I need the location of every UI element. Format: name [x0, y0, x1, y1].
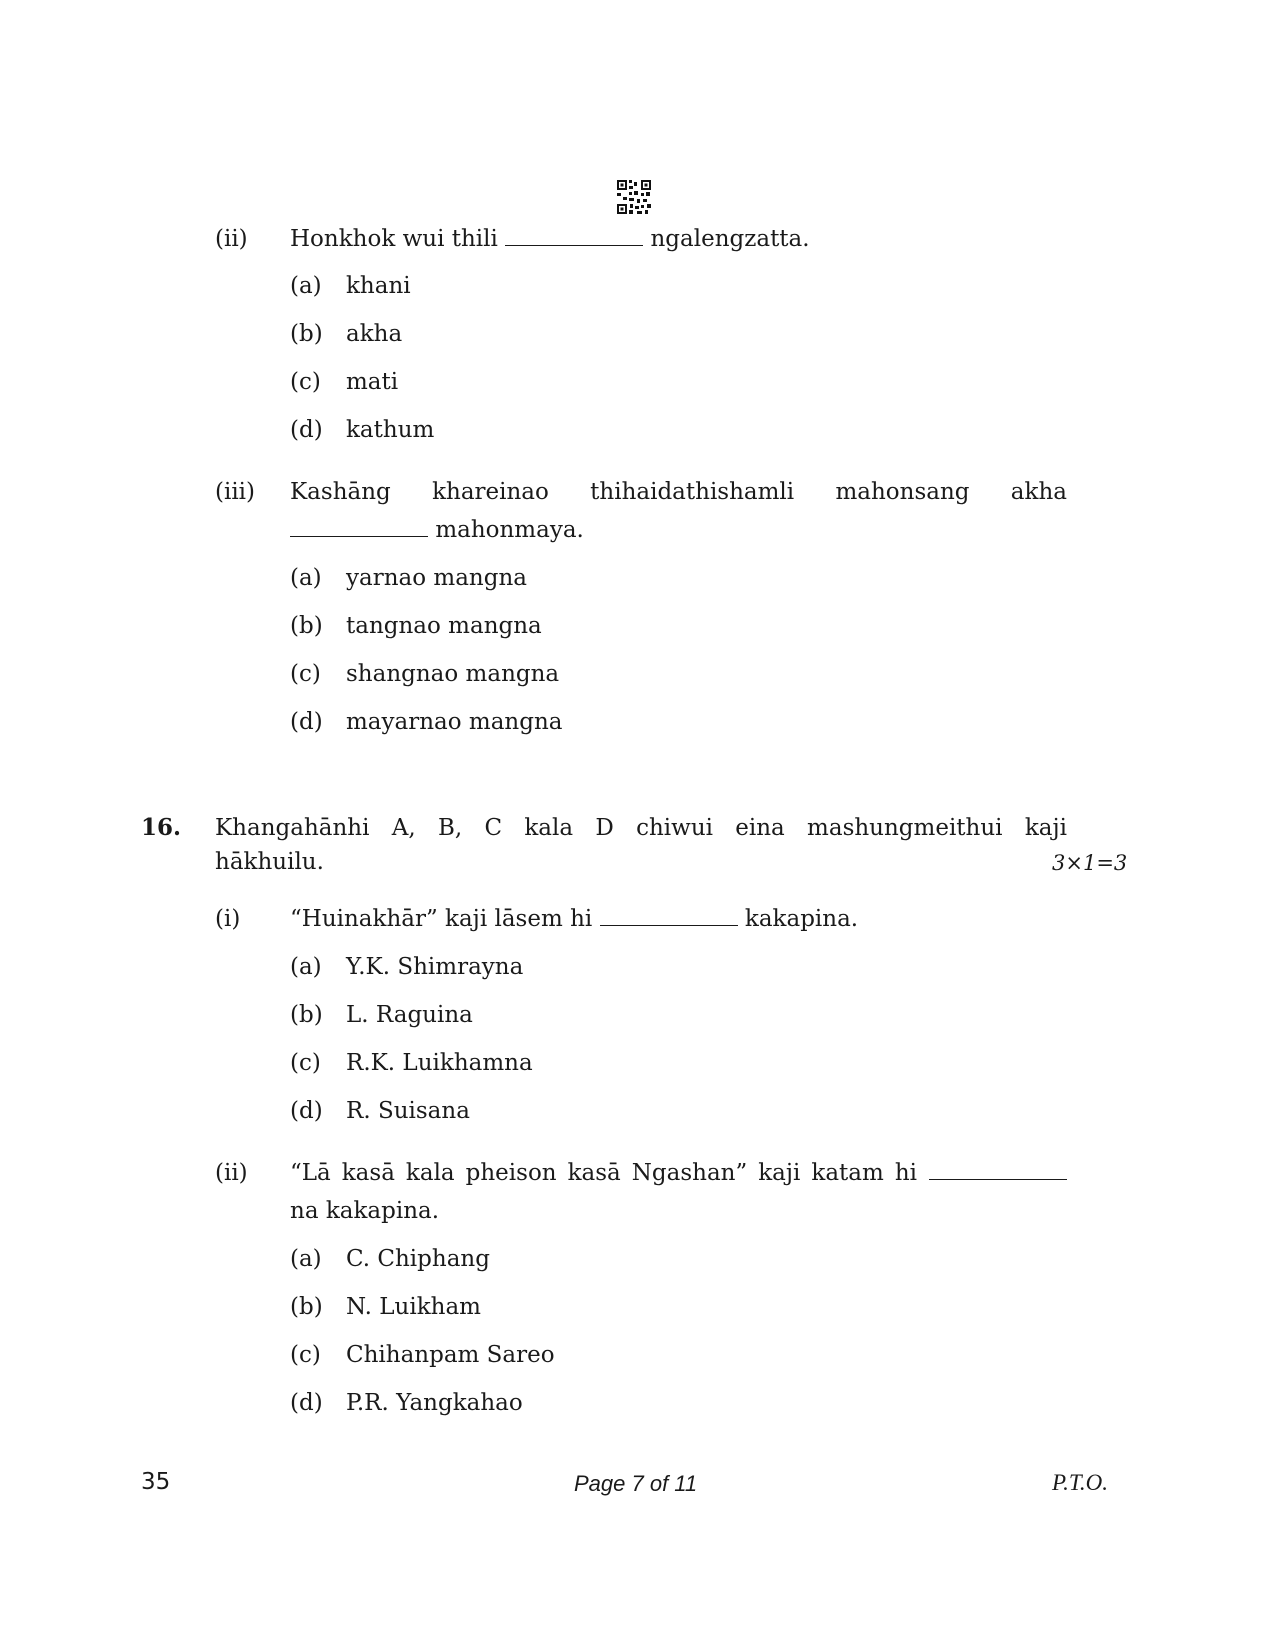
option-text: N. Luikham — [346, 1294, 481, 1320]
question-line-2: hākhuilu. — [215, 849, 324, 875]
question-text-before: “Huinakhār” kaji lāsem hi — [290, 906, 593, 932]
question-word: Khangahānhi — [215, 815, 370, 841]
option-text: R. Suisana — [346, 1098, 470, 1124]
question-word: kaji — [758, 1160, 801, 1186]
option-text: shangnao mangna — [346, 661, 560, 687]
question-word: eina — [735, 815, 785, 841]
question-word: D — [595, 815, 614, 841]
sub-question-line-1 — [290, 1158, 1067, 1188]
option-label: (c) — [290, 1050, 321, 1076]
answer-blank — [505, 227, 643, 246]
option-label: (d) — [290, 1098, 323, 1124]
option-label: (a) — [290, 954, 322, 980]
option-text: tangnao mangna — [346, 613, 542, 639]
question-word: A, — [391, 815, 416, 841]
question-number: 16. — [141, 814, 182, 841]
question-word: kasā — [341, 1160, 395, 1186]
option-label: (a) — [290, 565, 322, 591]
question-word: kaji — [1024, 815, 1067, 841]
question-word: mahonsang — [835, 479, 970, 505]
sub-question-text — [290, 904, 858, 934]
sub-question-number: (ii) — [215, 226, 248, 252]
question-word: chiwui — [636, 815, 713, 841]
option-label: (b) — [290, 1002, 323, 1028]
question-word: kala — [524, 815, 574, 841]
sub-question-number: (i) — [215, 906, 241, 932]
question-word: mashungmeithui — [807, 815, 1003, 841]
option-label: (a) — [290, 1246, 322, 1272]
question-word: pheison — [465, 1160, 557, 1186]
option-label: (c) — [290, 369, 321, 395]
question-word: Kashāng — [290, 479, 391, 505]
sub-question-line-2 — [290, 515, 584, 545]
option-text: Y.K. Shimrayna — [346, 954, 524, 980]
option-label: (b) — [290, 321, 323, 347]
option-text: R.K. Luikhamna — [346, 1050, 533, 1076]
option-text: P.R. Yangkahao — [346, 1390, 523, 1416]
option-text: L. Raguina — [346, 1002, 473, 1028]
question-word: B, — [437, 815, 463, 841]
question-word: thihaidathishamli — [590, 479, 795, 505]
question-line-1 — [215, 813, 1067, 843]
sub-question-line-1 — [290, 477, 1067, 507]
option-label: (c) — [290, 661, 321, 687]
option-label: (c) — [290, 1342, 321, 1368]
option-label: (d) — [290, 1390, 323, 1416]
question-text-after: mahonmaya. — [435, 517, 584, 543]
option-text: kathum — [346, 417, 435, 443]
option-label: (a) — [290, 273, 322, 299]
option-text: C. Chiphang — [346, 1246, 490, 1272]
option-text: Chihanpam Sareo — [346, 1342, 555, 1368]
option-label: (b) — [290, 613, 323, 639]
marks-allocation: 3×1=3 — [1052, 851, 1128, 875]
question-word: “Lā — [290, 1160, 331, 1186]
page-number: Page 7 of 11 — [574, 1471, 698, 1496]
option-text: khani — [346, 273, 411, 299]
question-word: Ngashan” — [631, 1160, 748, 1186]
option-label: (d) — [290, 709, 323, 735]
answer-blank — [290, 518, 428, 537]
question-word: akha — [1010, 479, 1067, 505]
option-label: (b) — [290, 1294, 323, 1320]
answer-blank — [600, 907, 738, 926]
option-text: mati — [346, 369, 399, 395]
question-word: kasā — [567, 1160, 621, 1186]
option-text: akha — [346, 321, 403, 347]
question-word: kala — [405, 1160, 455, 1186]
page-turn-over-mark: P.T.O. — [1052, 1470, 1109, 1495]
qr-code-icon — [617, 180, 651, 214]
paper-code: 35 — [141, 1469, 171, 1495]
answer-blank — [929, 1161, 1067, 1180]
sub-question-number: (iii) — [215, 479, 256, 505]
sub-question-text — [290, 224, 810, 254]
sub-question-line-2: na kakapina. — [290, 1198, 440, 1224]
question-text-before: Honkhok wui thili — [290, 226, 498, 252]
option-text: mayarnao mangna — [346, 709, 563, 735]
question-word: C — [484, 815, 503, 841]
question-word: hi — [894, 1160, 917, 1186]
question-text-after: ngalengzatta. — [650, 226, 810, 252]
question-text-after: kakapina. — [744, 906, 859, 932]
option-text: yarnao mangna — [346, 565, 527, 591]
sub-question-number: (ii) — [215, 1160, 248, 1186]
question-word: katam — [811, 1160, 884, 1186]
question-word: khareinao — [432, 479, 549, 505]
option-label: (d) — [290, 417, 323, 443]
